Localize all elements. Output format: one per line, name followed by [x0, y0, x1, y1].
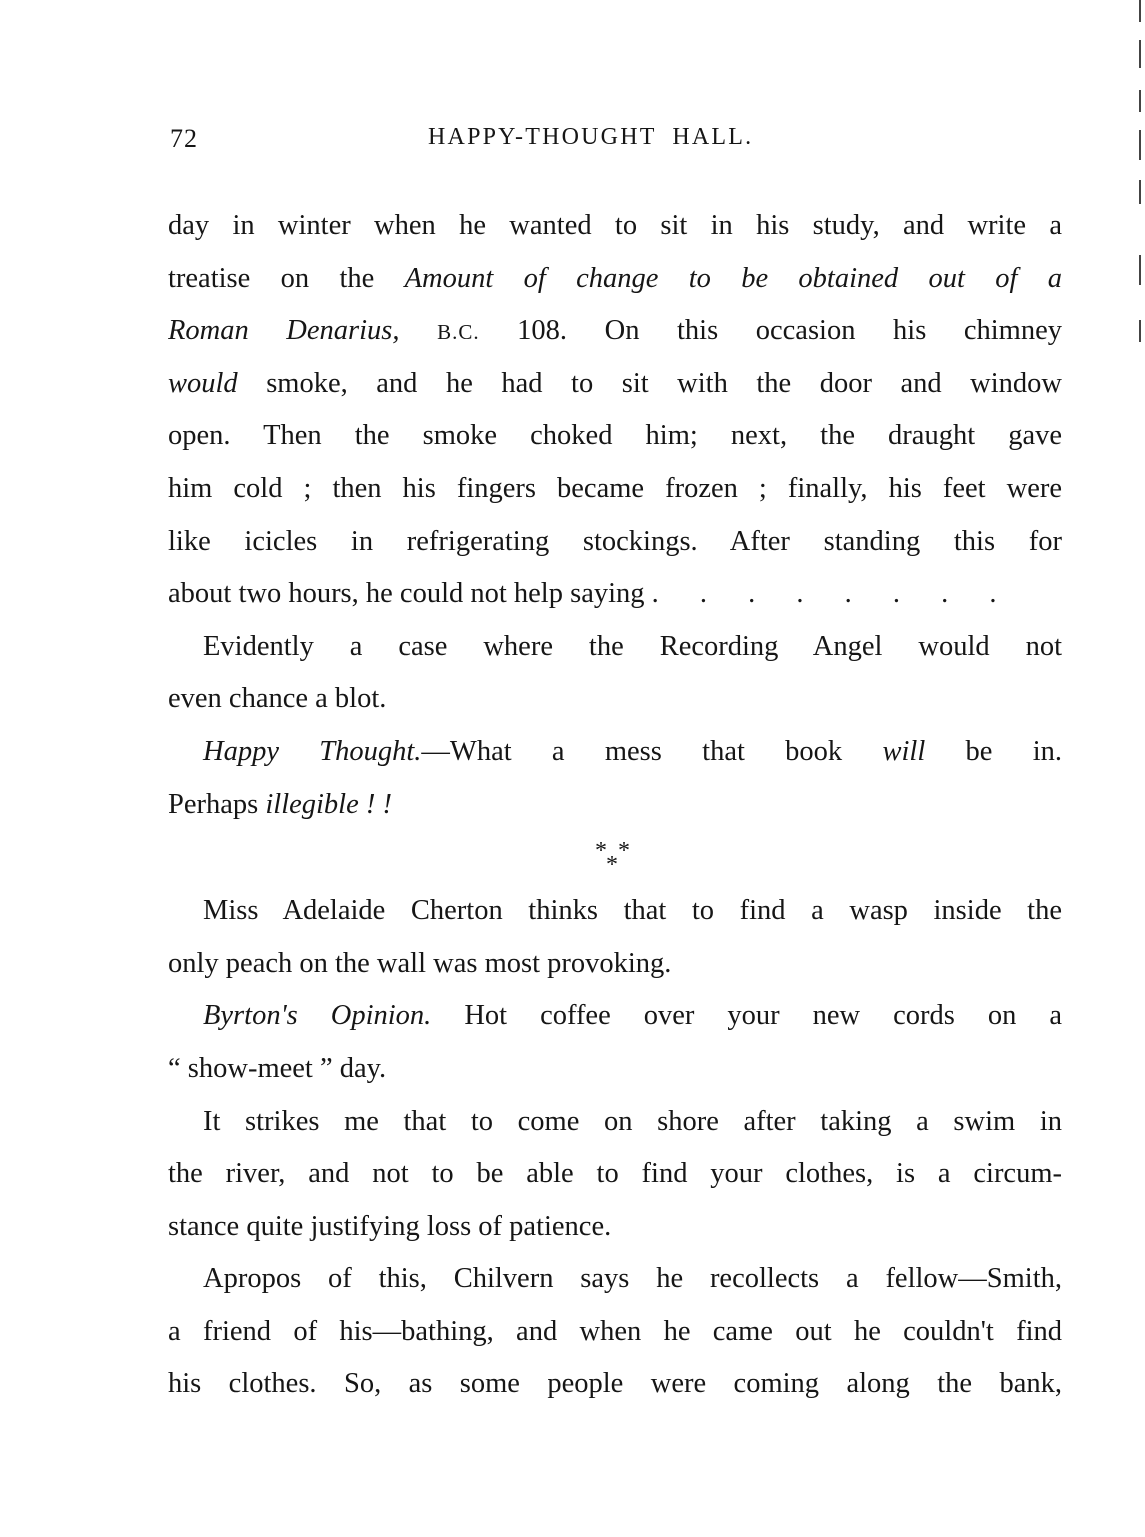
text-block: [168, 200, 1062, 1411]
scan-edge-mark: [1139, 40, 1141, 68]
text-line: a friend of his—bathing, and when he came out he couldn't find: [168, 1315, 1062, 1347]
scan-edge-mark: [1139, 0, 1141, 22]
text-line: only peach on the wall was most provoking.: [168, 947, 672, 979]
scan-edge-mark: [1139, 90, 1141, 112]
scan-edge-mark: [1139, 180, 1141, 204]
scan-edge-mark: [1139, 255, 1141, 285]
text-line: like icicles in refrigerating stockings. After standing this for: [168, 525, 1062, 557]
asterism-star: *: [606, 852, 618, 879]
text-line: open. Then the smoke choked him; next, the draught gave: [168, 420, 1062, 452]
text-line: Miss Adelaide Cherton thinks that to find a wasp inside the: [203, 895, 1062, 927]
text-line: day in winter when he wanted to sit in his study, and write a: [168, 210, 1062, 241]
text-line: Perhaps illegible ! !: [168, 788, 392, 820]
text-line: even chance a blot.: [168, 683, 387, 715]
asterism: [168, 831, 1062, 885]
text-line: him cold ; then his fingers became frozen ; finally, his feet were: [168, 472, 1062, 504]
text-line: It strikes me that to come on shore after taking a swim in: [203, 1105, 1062, 1137]
text-line: “ show-meet ” day.: [168, 1052, 387, 1084]
text-line: Roman Denarius, B.C. 108. On this occasion his chimney: [168, 315, 1062, 347]
text-line: his clothes. So, as some people were coming along the bank,: [168, 1368, 1062, 1400]
scan-edge-mark: [1139, 130, 1141, 160]
text-line: Byrton's Opinion. Hot coffee over your new cords on a: [203, 1000, 1062, 1032]
page-number: 72: [170, 124, 198, 153]
text-line: Evidently a case where the Recording Angel would not: [203, 630, 1062, 662]
text-line: Happy Thought.—What a mess that book will be in.: [203, 735, 1062, 767]
text-line: Apropos of this, Chilvern says he recollects a fellow—Smith,: [203, 1263, 1062, 1295]
asterism-star: *: [595, 838, 607, 865]
text-line: stance quite justifying loss of patience.: [168, 1210, 612, 1242]
scan-edge-marks: [1135, 0, 1145, 400]
text-line: the river, and not to be able to find your clothes, is a circum-: [168, 1158, 1062, 1190]
text-line: about two hours, he could not help saying . . . . . . . .: [168, 578, 1014, 610]
text-line: would smoke, and he had to sit with the door and window: [168, 367, 1062, 399]
running-head: HAPPY-THOUGHT HALL.: [428, 124, 754, 150]
scan-edge-mark: [1139, 320, 1141, 342]
text-line: treatise on the Amount of change to be obtained out of a: [168, 262, 1062, 294]
asterism-star: *: [618, 838, 630, 865]
